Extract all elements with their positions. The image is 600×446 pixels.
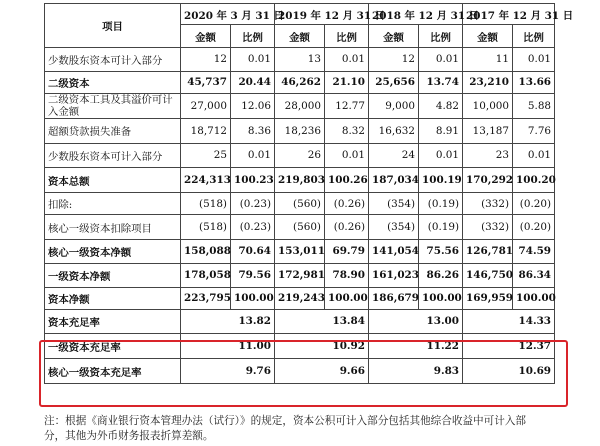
amount-cell: 9,000 (369, 93, 419, 118)
amount-cell: (332) (463, 193, 513, 215)
ratio-cell: 20.44 (231, 71, 275, 93)
row-label: 少数股东资本可计入部分 (45, 48, 181, 72)
ratio-cell: 75.56 (419, 239, 463, 263)
ratio-cell: 0.01 (325, 48, 369, 72)
ratio-cell: 12.06 (231, 93, 275, 118)
ratio-cell: 0.01 (231, 48, 275, 72)
ratio-cell: 0.01 (419, 48, 463, 72)
amount-cell: 224,313 (181, 168, 231, 193)
table-row (45, 118, 555, 143)
ratio-value-cell: 13.82 (181, 309, 275, 334)
row-label: 超额贷款损失准备 (45, 118, 181, 143)
ratio-row (45, 359, 555, 384)
amount-cell: 158,088 (181, 239, 231, 263)
ratio-cell: 12.77 (325, 93, 369, 118)
ratio-header: 比例 (325, 25, 369, 48)
table-row (45, 287, 555, 309)
ratio-cell: 100.26 (325, 168, 369, 193)
amount-cell: 170,292 (463, 168, 513, 193)
ratio-value-cell: 9.83 (369, 359, 463, 384)
ratio-cell: 8.32 (325, 118, 369, 143)
period-header: 2017 年 12 月 31 日 (463, 4, 555, 25)
amount-cell: 46,262 (275, 71, 325, 93)
period-header-row (45, 4, 555, 25)
ratio-value-cell: 13.00 (369, 309, 463, 334)
ratio-cell: 7.76 (513, 118, 555, 143)
ratio-cell: 0.01 (513, 143, 555, 168)
amount-cell: 24 (369, 143, 419, 168)
ratio-cell: 8.36 (231, 118, 275, 143)
amount-cell: 10,000 (463, 93, 513, 118)
ratio-cell: 13.74 (419, 71, 463, 93)
ratio-cell: 100.19 (419, 168, 463, 193)
ratio-cell: 5.88 (513, 93, 555, 118)
amount-header: 金额 (275, 25, 325, 48)
ratio-value-cell: 12.37 (463, 334, 555, 359)
ratio-cell: 79.56 (231, 263, 275, 287)
amount-cell: (354) (369, 193, 419, 215)
table-row (45, 168, 555, 193)
ratio-value-cell: 11.22 (369, 334, 463, 359)
ratio-cell: 0.01 (419, 143, 463, 168)
row-label: 扣除: (45, 193, 181, 215)
footnote-line: 注：根据《商业银行资本管理办法（试行）》的规定，资本公积可计入部分包括其他综合收益中可计入部 (44, 415, 527, 427)
period-header: 2018 年 12 月 31 日 (369, 4, 463, 25)
ratio-cell: 100.20 (513, 168, 555, 193)
ratio-cell: (0.19) (419, 215, 463, 240)
row-label: 少数股东资本可计入部分 (45, 143, 181, 168)
ratio-cell: (0.19) (419, 193, 463, 215)
ratio-cell: 0.01 (325, 143, 369, 168)
row-label: 二级资本 (45, 71, 181, 93)
amount-cell: (354) (369, 215, 419, 240)
period-header: 2019 年 12 月 31 日 (275, 4, 369, 25)
table-row (45, 239, 555, 263)
ratio-value-cell: 13.84 (275, 309, 369, 334)
amount-cell: 13,187 (463, 118, 513, 143)
amount-cell: 25,656 (369, 71, 419, 93)
ratio-cell: 13.66 (513, 71, 555, 93)
amount-cell: 13 (275, 48, 325, 72)
ratio-value-cell: 14.33 (463, 309, 555, 334)
amount-cell: 23 (463, 143, 513, 168)
amount-cell: 223,795 (181, 287, 231, 309)
amount-cell: 178,058 (181, 263, 231, 287)
amount-cell: 172,981 (275, 263, 325, 287)
row-label: 资本充足率 (45, 309, 181, 334)
ratio-row (45, 309, 555, 334)
amount-header: 金额 (181, 25, 231, 48)
ratio-cell: 78.90 (325, 263, 369, 287)
ratio-cell: (0.23) (231, 193, 275, 215)
table-row (45, 71, 555, 93)
footnote-line: 分，其他为外币财务报表折算差额。 (44, 430, 214, 442)
ratio-cell: 100.00 (325, 287, 369, 309)
amount-cell: 141,054 (369, 239, 419, 263)
table-row (45, 193, 555, 215)
ratio-cell: 8.91 (419, 118, 463, 143)
amount-cell: 16,632 (369, 118, 419, 143)
amount-cell: 186,679 (369, 287, 419, 309)
amount-cell: 18,236 (275, 118, 325, 143)
amount-cell: 45,737 (181, 71, 231, 93)
ratio-cell: 0.01 (513, 48, 555, 72)
table-row (45, 93, 555, 118)
row-label: 核心一级资本扣除项目 (45, 215, 181, 240)
ratio-header: 比例 (513, 25, 555, 48)
row-label: 核心一级资本充足率 (45, 359, 181, 384)
amount-cell: (332) (463, 215, 513, 240)
table-row (45, 143, 555, 168)
amount-cell: (560) (275, 193, 325, 215)
ratio-cell: 100.00 (513, 287, 555, 309)
ratio-value-cell: 10.92 (275, 334, 369, 359)
period-header: 2020 年 3 月 31 日 (181, 4, 275, 25)
footnote (44, 414, 564, 444)
amount-cell: 25 (181, 143, 231, 168)
table-row (45, 48, 555, 72)
ratio-cell: 0.01 (231, 143, 275, 168)
amount-cell: 219,803 (275, 168, 325, 193)
amount-cell: 26 (275, 143, 325, 168)
amount-header: 金额 (369, 25, 419, 48)
ratio-cell: 100.23 (231, 168, 275, 193)
ratio-cell: (0.26) (325, 193, 369, 215)
row-label: 一级资本充足率 (45, 334, 181, 359)
amount-cell: 27,000 (181, 93, 231, 118)
amount-cell: 161,023 (369, 263, 419, 287)
ratio-cell: (0.20) (513, 215, 555, 240)
amount-cell: 23,210 (463, 71, 513, 93)
amount-cell: (518) (181, 215, 231, 240)
amount-cell: 169,959 (463, 287, 513, 309)
capital-adequacy-table (44, 3, 574, 384)
ratio-header: 比例 (231, 25, 275, 48)
row-label: 资本净额 (45, 287, 181, 309)
table-row (45, 215, 555, 240)
ratio-cell: 86.34 (513, 263, 555, 287)
ratio-cell: 86.26 (419, 263, 463, 287)
table-row (45, 263, 555, 287)
row-label: 二级资本工具及其溢价可计入金额 (45, 93, 181, 118)
amount-cell: 12 (181, 48, 231, 72)
ratio-cell: 100.00 (231, 287, 275, 309)
amount-cell: 187,034 (369, 168, 419, 193)
row-label: 一级资本净额 (45, 263, 181, 287)
ratio-row (45, 334, 555, 359)
amount-cell: 12 (369, 48, 419, 72)
amount-cell: 146,750 (463, 263, 513, 287)
amount-cell: 28,000 (275, 93, 325, 118)
amount-cell: (518) (181, 193, 231, 215)
item-header: 项目 (45, 4, 181, 48)
ratio-cell: (0.20) (513, 193, 555, 215)
ratio-cell: 100.00 (419, 287, 463, 309)
ratio-cell: (0.23) (231, 215, 275, 240)
amount-cell: (560) (275, 215, 325, 240)
ratio-cell: 69.79 (325, 239, 369, 263)
amount-cell: 11 (463, 48, 513, 72)
row-label: 核心一级资本净额 (45, 239, 181, 263)
ratio-value-cell: 11.00 (181, 334, 275, 359)
ratio-cell: 70.64 (231, 239, 275, 263)
ratio-cell: 21.10 (325, 71, 369, 93)
ratio-header: 比例 (419, 25, 463, 48)
ratio-cell: (0.26) (325, 215, 369, 240)
amount-cell: 18,712 (181, 118, 231, 143)
ratio-value-cell: 10.69 (463, 359, 555, 384)
amount-cell: 219,243 (275, 287, 325, 309)
ratio-value-cell: 9.76 (181, 359, 275, 384)
amount-cell: 126,781 (463, 239, 513, 263)
ratio-cell: 74.59 (513, 239, 555, 263)
ratio-cell: 4.82 (419, 93, 463, 118)
ratio-value-cell: 9.66 (275, 359, 369, 384)
amount-cell: 153,011 (275, 239, 325, 263)
row-label: 资本总额 (45, 168, 181, 193)
amount-header: 金额 (463, 25, 513, 48)
